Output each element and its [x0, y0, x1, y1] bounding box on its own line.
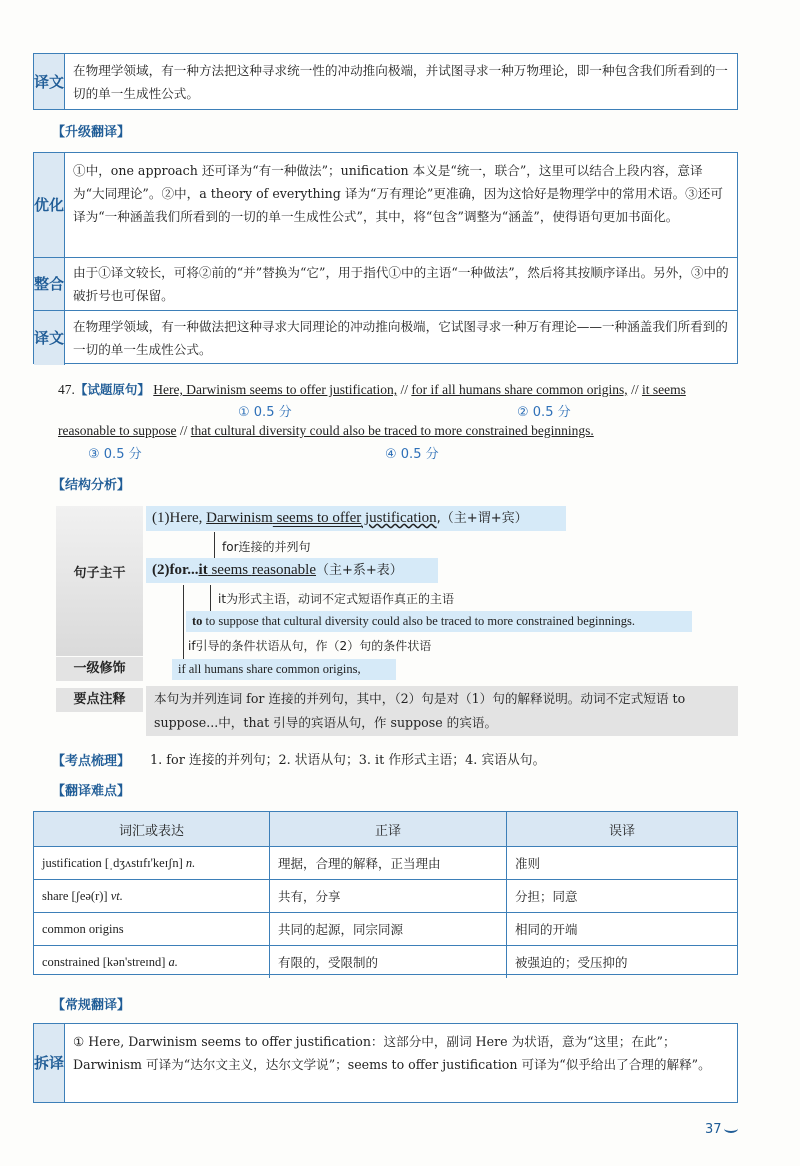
subject: Darwinism	[206, 510, 273, 526]
separator: //	[631, 382, 639, 397]
section-heading-normal: 【常规翻译】	[52, 998, 131, 1013]
question-number: 47.	[58, 382, 75, 397]
predicate: seems to offer	[272, 510, 362, 526]
split-text: ① Here, Darwinism seems to offer justification：这部分中，副词 Here 为状语，意为“这里；在此”；Darwinism 可译为“达尔文主义，达尔文学说”；seems to offer justification 可译为“似乎给出了合理的解释”。	[73, 1034, 711, 1072]
score-4: ④ 0.5 分	[385, 447, 439, 462]
table-header: 正译	[270, 812, 507, 847]
optimize-text: ①中，one approach 还可译为“有一种做法”；unification 本义是“统一，联合”，这里可以结合上段内容，意译为“大同理论”。②中，a theory of everything 译为“万有理论”更准确，因为这恰好是物理学中的常用术语。③还可译为“一种涵盖我们所看到的一切的单一生成性公式”，其中，将“包含”调整为“涵盖”，使得语句更加书面化。	[73, 163, 723, 224]
if-arrow-line	[183, 585, 184, 663]
table-header: 误译	[507, 812, 738, 847]
it-arrow-line	[210, 585, 211, 611]
if-clause-line: if all humans share common origins,	[172, 659, 396, 680]
integrate-text: 由于①译文较长，可将②前的“并”替换为“它”，用于指代①中的主语“一种做法”，然后将其按顺序译出。另外，③中的破折号也可保留。	[73, 265, 729, 303]
box-label: 译文	[34, 54, 65, 109]
linking-verb: seems	[207, 562, 252, 578]
modifier-label: 一级修饰	[56, 657, 143, 681]
translation-box-1	[33, 53, 738, 110]
translation-text: 在物理学领域，有一种方法把这种寻求统一性的冲动推向极端，并试图寻求一种万物理论，即一种包含我们所看到的一切的单一生成性公式。	[73, 63, 728, 101]
original-sentence-line1	[58, 380, 686, 398]
box-label-split: 拆译	[34, 1024, 65, 1102]
sentence-segment-4: reasonable to suppose	[58, 423, 177, 438]
book-icon	[724, 1124, 738, 1133]
section-heading-difficulties: 【翻译难点】	[52, 784, 131, 799]
structure-line-2: (2)for...it seems reasonable（主+系+表）	[146, 558, 438, 583]
separator: //	[179, 423, 188, 438]
upgrade-translation-box	[33, 152, 738, 364]
points-text: 1. for 连接的并列句；2. 状语从句；3. it 作形式主语；4. 宾语从句。	[150, 753, 546, 768]
page-number: 37	[705, 1122, 738, 1137]
note-label: 要点注释	[56, 688, 143, 712]
predicative: reasonable	[251, 562, 317, 578]
table-row: constrained [kən'streɪnd] a. 有限的，受限制的 被强迫的；受压抑的	[34, 946, 737, 979]
object: justification	[361, 510, 437, 526]
box-label-translation: 译文	[34, 311, 65, 365]
table-row: common origins 共同的起源，同宗同源 相同的开端	[34, 913, 737, 946]
if-note: if引导的条件状语从句，作（2）句的条件状语	[188, 639, 432, 653]
table-row: share [ʃeə(r)] vt. 共有，分享 分担；同意	[34, 880, 737, 913]
vocabulary-table	[33, 811, 738, 975]
final-translation-text: 在物理学领域，有一种做法把这种寻求大同理论的冲动推向极端，它试图寻求一种万有理论——一种涵盖我们所看到的一切的单一生成性公式。	[73, 319, 728, 357]
table-header: 词汇或表达	[34, 812, 270, 847]
formal-subject: it	[198, 562, 208, 578]
sentence-segment-2: for if all humans share common origins,	[411, 382, 628, 397]
infinitive-line: to to suppose that cultural diversity could also be traced to more constrained beginnings.	[186, 611, 692, 632]
table-row: justification [ˌdʒʌstɪfɪ'keɪʃn] n. 理据，合理的解释，正当理由 准则	[34, 847, 737, 880]
separator: //	[400, 382, 408, 397]
box-label-optimize: 优化	[34, 153, 65, 257]
note-text: 本句为并列连词 for 连接的并列句，其中，（2）句是对（1）句的解释说明。动词不定式短语 to suppose...中，that 引导的宾语从句，作 suppose 的宾语。	[146, 686, 738, 736]
main-clause-label-block	[56, 506, 143, 656]
section-heading-points: 【考点梳理】	[52, 754, 131, 769]
question-tag: 【试题原句】	[74, 382, 150, 397]
section-heading-structure: 【结构分析】	[52, 478, 131, 493]
for-note: for连接的并列句	[222, 540, 311, 554]
sentence-segment-1: Here, Darwinism seems to offer justification,	[153, 382, 398, 397]
sentence-segment-3: it seems	[641, 382, 686, 397]
it-note: it为形式主语，动词不定式短语作真正的主语	[218, 592, 455, 606]
structure-line-1: (1)Here, Darwinism seems to offer justification,（主+谓+宾）	[146, 506, 566, 531]
score-3: ③ 0.5 分	[88, 447, 142, 462]
connector-line	[214, 532, 215, 560]
box-label-integrate: 整合	[34, 258, 65, 310]
sentence-segment-5: that cultural diversity could also be traced to more constrained beginnings.	[190, 423, 594, 438]
original-sentence-line2	[58, 423, 594, 439]
score-1: ① 0.5 分	[238, 405, 292, 420]
section-heading-upgrade: 【升级翻译】	[52, 125, 131, 140]
main-clause-label: 句子主干	[73, 566, 126, 581]
split-translation-box	[33, 1023, 738, 1103]
score-2: ② 0.5 分	[517, 405, 571, 420]
